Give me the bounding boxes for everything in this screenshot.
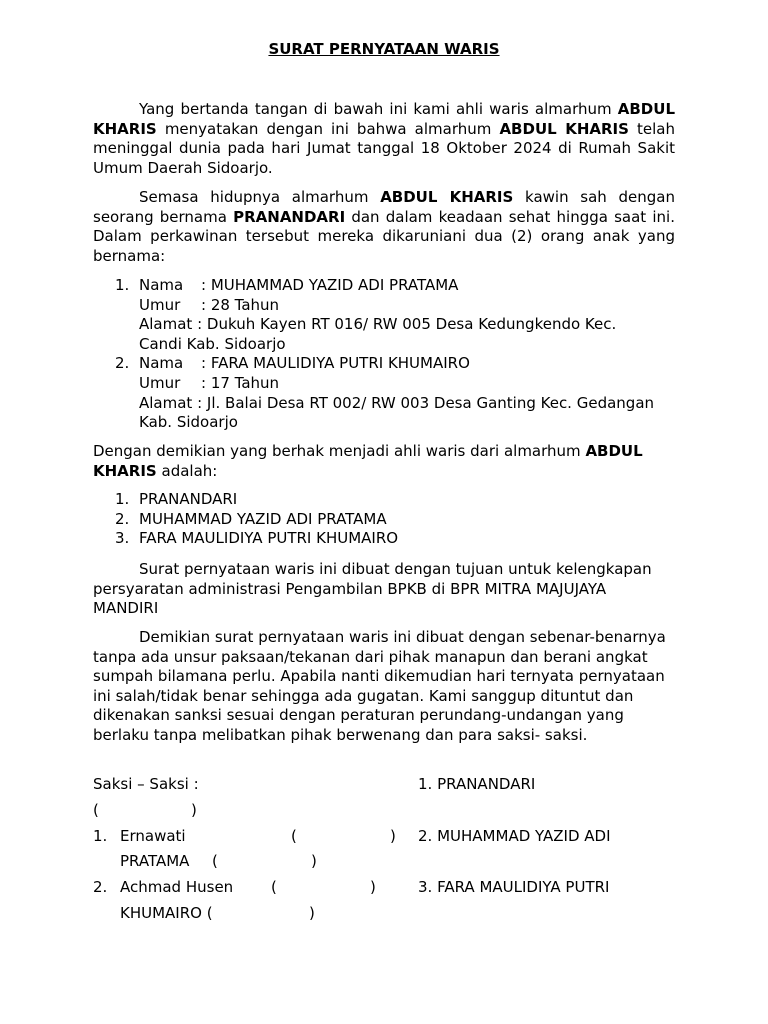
witness-number: 1. (93, 827, 108, 845)
heirs-list (93, 490, 675, 549)
child-item (93, 354, 675, 432)
deceased-name: ABDUL KHARIS (380, 188, 514, 206)
child-item (93, 276, 675, 354)
child-age-row (139, 374, 675, 394)
child-address: : Jl. Balai Desa RT 002/ RW 003 Desa Ganting Kec. Gedangan (197, 393, 655, 412)
heir-name: FARA MAULIDIYA PUTRI KHUMAIRO (139, 529, 399, 548)
deceased-name: ABDUL KHARIS (499, 119, 629, 138)
child-address: : Dukuh Kayen RT 016/ RW 005 Desa Kedungkendo Kec. (197, 315, 617, 334)
witness-signature-paren-close: ) (370, 878, 376, 896)
document-title: SURAT PERNYATAAN WARIS (268, 40, 500, 58)
marriage-text-1: Semasa hidupnya almarhum (139, 188, 369, 206)
heir-item (93, 490, 675, 510)
marriage-paragraph (93, 188, 675, 266)
signer-signature-paren-close: ) (309, 904, 315, 922)
witness-signature-paren-open: ( (291, 827, 297, 845)
signer-signature-paren-close: ) (311, 852, 317, 870)
signer-3 (418, 878, 609, 898)
child-number: 1. (115, 276, 130, 294)
signer-number: 1. (418, 775, 433, 793)
age-label: Umur (139, 373, 181, 392)
child-name: : FARA MAULIDIYA PUTRI KHUMAIRO (201, 354, 470, 373)
signer-signature-paren-open: ( (212, 852, 218, 870)
address-label: Alamat (139, 393, 193, 412)
closing-paragraph: Demikian surat pernyataan waris ini dibuat dengan sebenar-benarnya tanpa ada unsur paksaan/tekanan dari pihak manapun dan berani angkat sumpah bilamana perlu. Apabila nanti dikemudian hari ternyata pernyataan ini salah/tidak benar sehingga ada gugatan. Kami sanggup dituntut dan dikenakan sanksi sesuai dengan peraturan perundang-undangan yang berlaku tanpa melibatkan pihak berwenang dan para saksi- saksi. (93, 628, 666, 744)
children-list (93, 276, 675, 433)
name-label: Nama (139, 276, 184, 294)
signer-name-continued (120, 904, 213, 924)
intro-paragraph (93, 100, 675, 178)
child-address-row (139, 394, 675, 414)
intro-text-3: telah meninggal dunia pada hari Jumat tanggal 18 Oktober 2024 di Rumah Sakit Umum Daerah Sidoarjo. (93, 119, 675, 177)
intro-text-2: menyatakan dengan ini bahwa almarhum (164, 119, 492, 138)
name-label: Nama (139, 354, 184, 373)
heirs-intro-paragraph (93, 442, 675, 481)
heir-number: 1. (115, 490, 130, 508)
deceased-name: ABDUL KHARIS (93, 442, 643, 480)
witness-name: Achmad Husen (120, 878, 234, 896)
signer-number: 3. (418, 878, 433, 896)
marriage-text-3: dan dalam keadaan sehat hingga saat ini. Dalam perkawinan tersebut mereka dikaruniani dua (2) orang anak yang bernama: (93, 207, 675, 265)
heir-name: PRANANDARI (139, 490, 238, 508)
signer-name: KHUMAIRO (120, 904, 202, 922)
child-address-row (139, 315, 675, 335)
child-age: : 28 Tahun (201, 295, 280, 314)
marriage-text-2: kawin sah dengan seorang bernama (93, 188, 675, 226)
witnesses-label: Saksi – Saksi : (93, 775, 199, 793)
witness-signature-paren-close: ) (390, 827, 396, 845)
signer-name: PRANANDARI (437, 775, 536, 793)
witness-name: Ernawati (120, 827, 186, 845)
heir-name: MUHAMMAD YAZID ADI PRATAMA (139, 509, 387, 528)
signer-2 (418, 827, 611, 847)
witness-signature-paren-open: ( (271, 878, 277, 896)
heirs-intro-text-1: Dengan demikian yang berhak menjadi ahli waris dari almarhum (93, 442, 581, 460)
signer-number: 2. (418, 827, 433, 845)
intro-text-1: Yang bertanda tangan di bawah ini kami ahli waris almarhum (139, 100, 612, 118)
signature-blank-paren-close: ) (191, 801, 197, 819)
heir-number: 3. (115, 529, 130, 548)
child-number: 2. (115, 354, 130, 373)
spouse-name: PRANANDARI (233, 207, 346, 226)
signer-name: FARA MAULIDIYA PUTRI (437, 878, 610, 896)
heir-number: 2. (115, 509, 130, 528)
child-name-row (139, 276, 675, 296)
child-address-continued: Kab. Sidoarjo (139, 413, 238, 432)
deceased-name: ABDUL KHARIS (93, 100, 675, 138)
signer-1 (418, 775, 535, 795)
witness-number: 2. (93, 878, 108, 896)
heir-item (93, 529, 675, 549)
purpose-paragraph: Surat pernyataan waris ini dibuat dengan tujuan untuk kelengkapan persyaratan administrasi Pengambilan BPKB di BPR MITRA MAJUJAYA MANDIRI (93, 560, 652, 618)
heir-item (93, 510, 675, 530)
child-name: : MUHAMMAD YAZID ADI PRATAMA (201, 276, 459, 294)
age-label: Umur (139, 295, 181, 314)
address-label: Alamat (139, 315, 193, 334)
child-age-row (139, 296, 675, 316)
child-name-row (139, 354, 675, 374)
child-age: : 17 Tahun (201, 373, 280, 392)
heirs-intro-text-2: adalah: (161, 461, 218, 480)
signer-signature-paren-open: ( (206, 904, 213, 922)
signer-name-continued: PRATAMA (120, 852, 190, 870)
signature-blank-paren-open: ( (93, 801, 99, 819)
signer-name: MUHAMMAD YAZID ADI (437, 827, 611, 845)
child-address-continued: Candi Kab. Sidoarjo (139, 334, 286, 353)
